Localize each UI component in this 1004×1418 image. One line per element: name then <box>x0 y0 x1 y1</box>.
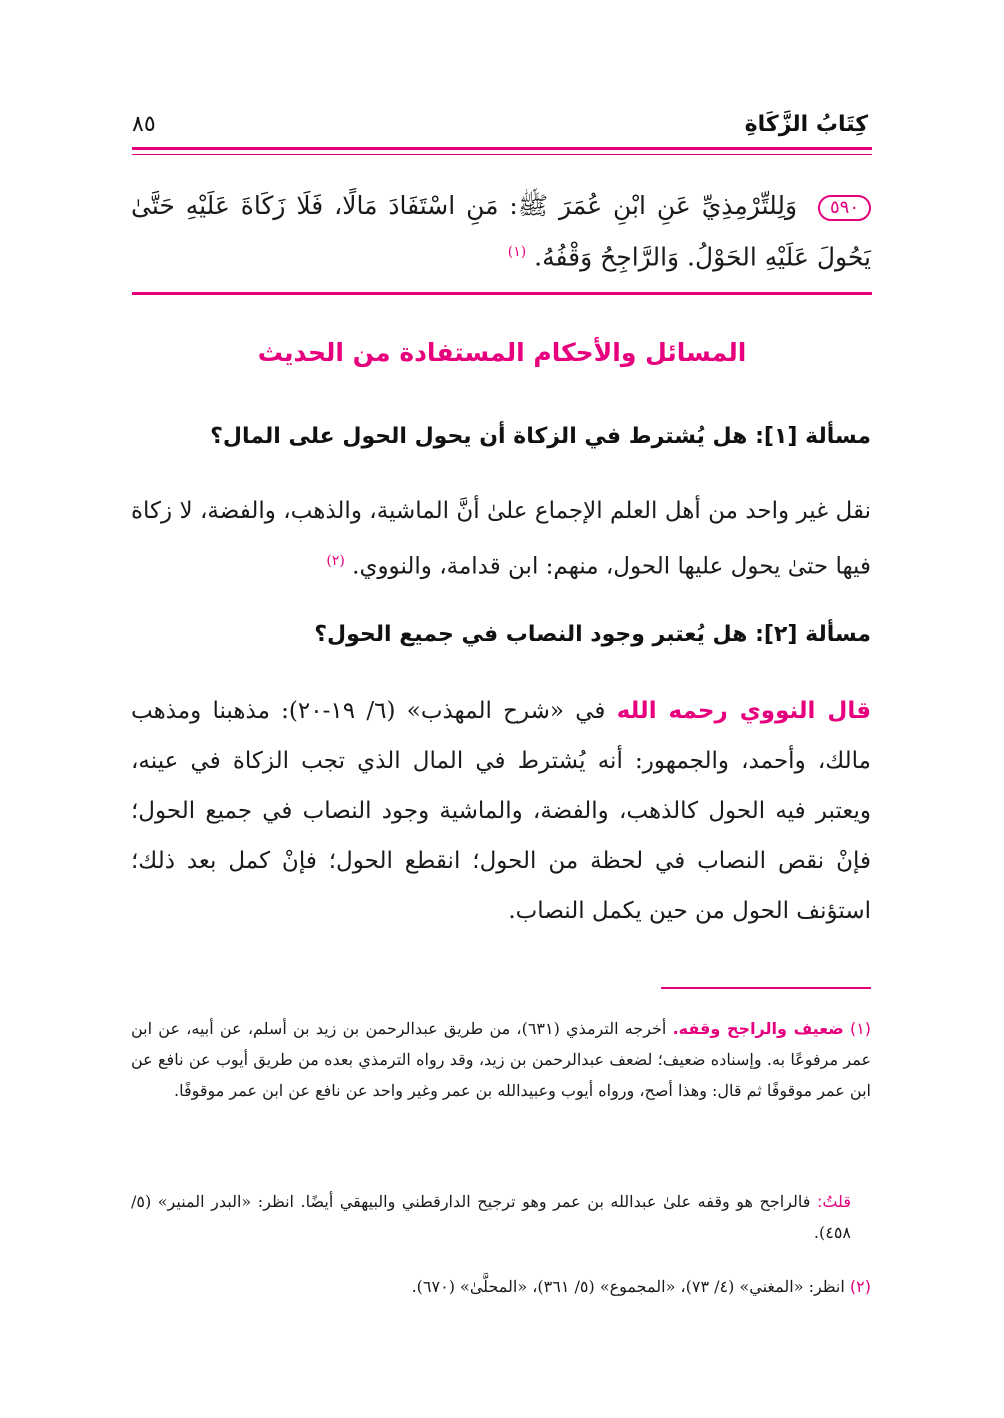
footnote-note-text: فالراجح هو وقفه علىٰ عبدالله بن عمر وهو ترجيح الدارقطني والبيهقي أيضًا. انظر: «البدر المنير» (٥/ ٤٥٨). <box>131 1192 851 1242</box>
section-heading: المسائل والأحكام المستفادة من الحديث <box>257 338 747 367</box>
footnote-1 <box>131 1013 871 1106</box>
hadith-footnote-ref[interactable]: (١) <box>507 244 527 260</box>
footnote-1-lead: ضعيف والراجح وقفه. <box>672 1019 844 1038</box>
footnote-1-marker: (١) <box>849 1019 872 1038</box>
question-2-text: هل يُعتبر وجود النصاب في جميع الحول؟ <box>314 622 748 647</box>
question-2-label: مسألة [٢]: <box>755 622 871 647</box>
paragraph-2 <box>131 686 871 936</box>
header-rule-thick <box>132 147 872 150</box>
paragraph-2-text: في «شرح المهذب» (٦/ ١٩-٢٠): مذهبنا ومذهب مالك، وأحمد، والجمهور: أنه يُشترط في المال الذي تجب الزكاة في عينه، ويعتبر فيه الحول كالذهب، والفضة، والماشية وجود النصاب في جميع الحول؛ فإنْ نقص النصاب في لحظة من الحول؛ انقطع الحول؛ فإنْ كمل بعد ذلك؛ استؤنف الحول من حين يكمل النصاب. <box>131 698 871 924</box>
question-1 <box>131 424 871 449</box>
question-1-label: مسألة [١]: <box>755 424 871 449</box>
page-number: ٨٥ <box>132 112 156 137</box>
footnote-note-lead: قلتُ: <box>816 1192 851 1211</box>
paragraph-1-footnote-ref[interactable]: (٢) <box>326 553 345 569</box>
paragraph-2-lead: قال النووي رحمه الله <box>616 698 872 724</box>
footnote-1-note <box>131 1186 871 1248</box>
question-1-text: هل يُشترط في الزكاة أن يحول الحول على المال؟ <box>210 424 748 449</box>
footnote-2-text: انظر: «المغني» (٤/ ٧٣)، «المجموع» (٥/ ٣٦١)، «المحلَّىٰ» (٦٧٠). <box>411 1277 845 1296</box>
chapter-title: كِتَابُ الزَّكَاةِ <box>744 112 868 137</box>
footnote-1-text: أخرجه الترمذي (٦٣١)، من طريق عبدالرحمن بن زيد بن أسلم، عن أبيه، عن ابن عمر مرفوعًا به. وإسناده ضعيف؛ لضعف عبدالرحمن بن زيد، وقد رواه الترمذي بعده من طريق أيوب عن نافع عن ابن عمر موقوفًا ثم قال: وهذا أصح، ورواه أيوب وعبيدالله بن عمر وغير واحد عن نافع عن ابن عمر موقوفًا. <box>131 1019 872 1100</box>
footnote-2 <box>131 1271 871 1302</box>
header-rule-thin <box>132 154 872 155</box>
paragraph-1 <box>131 486 871 592</box>
footnote-2-marker: (٢) <box>849 1277 871 1296</box>
paragraph-1-text: نقل غير واحد من أهل العلم الإجماع علىٰ أنَّ الماشية، والذهب، والفضة، لا زكاة فيها حتىٰ يحول عليها الحول، منهم: ابن قدامة، والنووي. <box>131 498 871 580</box>
footnote-separator <box>661 987 871 989</box>
hadith-block <box>131 182 871 280</box>
question-2 <box>131 622 871 647</box>
hadith-bottom-rule <box>132 292 872 295</box>
hadith-text: وَلِلتِّرْمِذِيِّ عَنِ ابْنِ عُمَرَ ﷺ: مَنِ اسْتَفَادَ مَالًا، فَلَا زَكَاةَ عَلَيْهِ حَتَّىٰ يَحُولَ عَلَيْهِ الحَوْلُ. وَالرَّاجِحُ وَقْفُهُ. <box>131 191 871 272</box>
hadith-number-badge: ٥٩٠ <box>818 195 871 221</box>
